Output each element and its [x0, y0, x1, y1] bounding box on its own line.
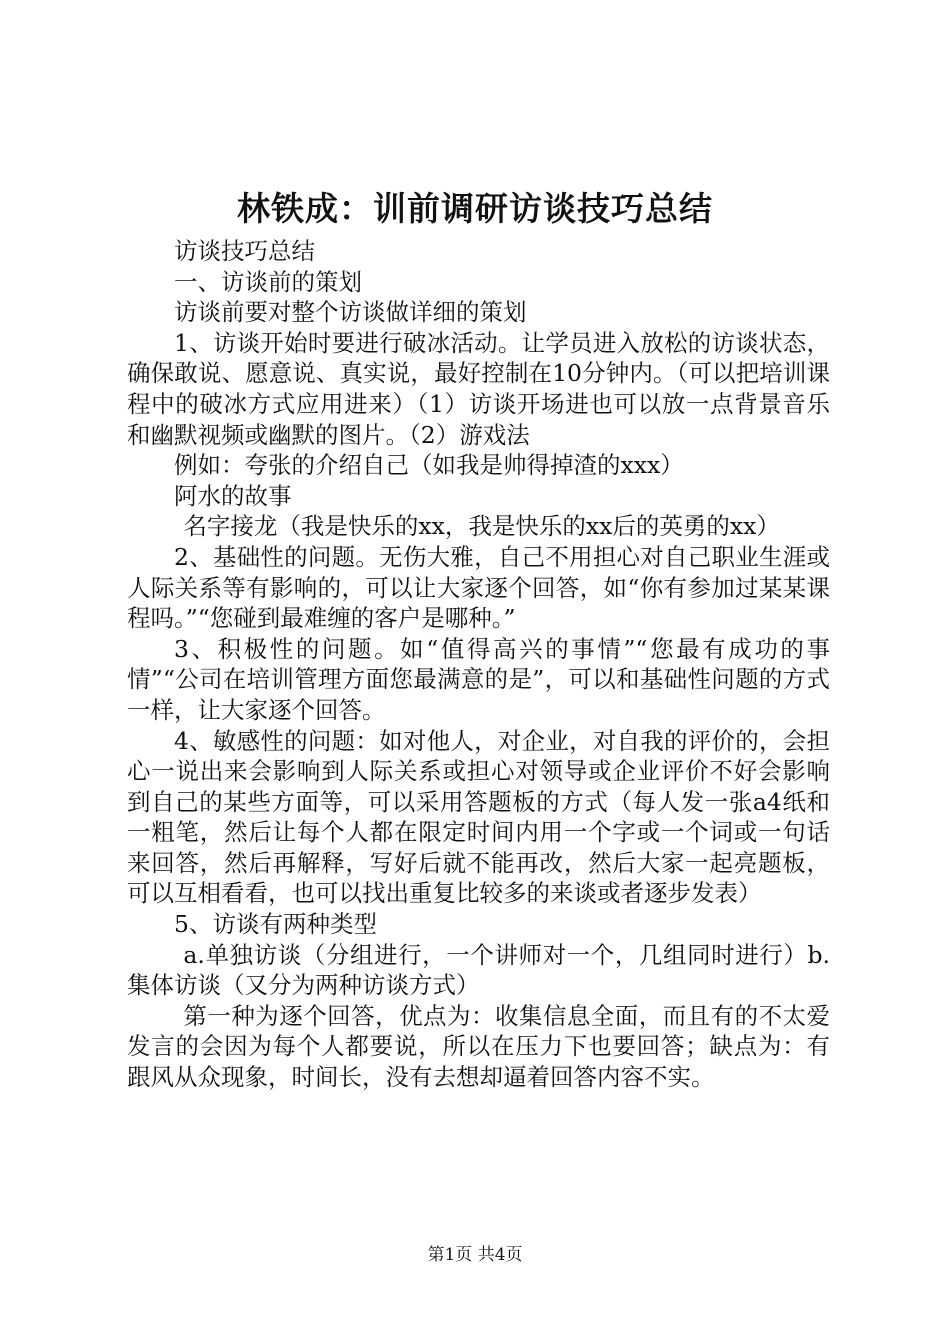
paragraph: 3、积极性的问题。如“值得高兴的事情”“您最有成功的事情”“公司在培训管理方面您最满意的是”，可以和基础性问题的方式一样，让大家逐个回答。	[127, 634, 830, 724]
document-title: 林铁成：训前调研访谈技巧总结	[237, 189, 713, 228]
paragraph: 5、访谈有两种类型	[174, 910, 377, 939]
paragraph: 2、基础性的问题。无伤大雅，自己不用担心对自己职业生涯或人际关系等有影响的，可以让大家逐个回答，如“你有参加过某某课程吗。”“您碰到最难缠的客户是哪种。”	[127, 542, 830, 633]
paragraph: 4、敏感性的问题：如对他人，对企业，对自我的评价的，会担心一说出来会影响到人际关系或担心对领导或企业评价不好会影响到自己的某些方面等，可以采用答题板的方式（每人发一张a4纸和一粗笔，然后让每个人都在限定时间内用一个字或一个词或一句话来回答，然后再解释，写好后就不能再改，然后大家一起亮题板，可以互相看看，也可以找出重复比较多的来谈或者逐步发表）	[127, 726, 830, 908]
page-number-footer: 第1页 共4页	[427, 1245, 523, 1265]
paragraph: 例如：夸张的介绍自己（如我是帅得掉渣的xxx）	[174, 451, 684, 480]
document-body	[127, 236, 830, 1093]
paragraph: a.单独访谈（分组进行，一个讲师对一个，几组同时进行）b.集体访谈（又分为两种访谈方式）	[127, 940, 830, 1000]
paragraph: 第一种为逐个回答，优点为：收集信息全面，而且有的不太爱发言的会因为每个人都要说，所以在压力下也要回答；缺点为：有跟风从众现象，时间长，没有去想却逼着回答内容不实。	[127, 1001, 830, 1092]
paragraph: 1、访谈开始时要进行破冰活动。让学员进入放松的访谈状态，确保敢说、愿意说、真实说，最好控制在10分钟内。（可以把培训课程中的破冰方式应用进来）（1）访谈开场进也可以放一点背景音乐和幽默视频或幽默的图片。（2）游戏法	[127, 328, 830, 449]
paragraph: 阿水的故事	[174, 481, 292, 510]
paragraph: 一、访谈前的策划	[174, 267, 362, 296]
paragraph: 访谈前要对整个访谈做详细的策划	[174, 298, 527, 327]
paragraph: 名字接龙（我是快乐的xx，我是快乐的xx后的英勇的xx）	[183, 512, 780, 541]
paragraph: 访谈技巧总结	[174, 237, 315, 265]
